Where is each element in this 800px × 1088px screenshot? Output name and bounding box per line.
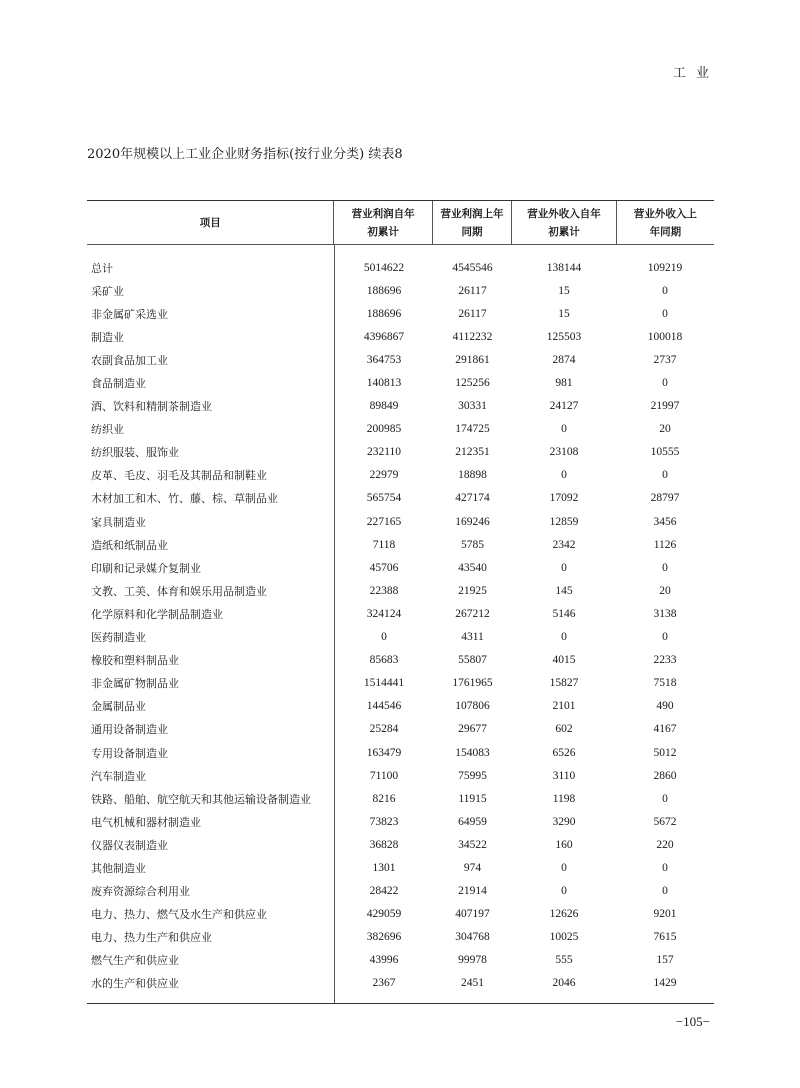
row-item-name: 燃气生产和供应业: [91, 954, 179, 968]
table-row-label: [87, 949, 334, 972]
cell-operating-profit-prior-year: 21914: [458, 885, 487, 898]
row-item-name: 家具制造业: [91, 515, 146, 529]
cell-operating-profit-ytd: 324124: [366, 607, 402, 620]
table-row-label: [87, 441, 334, 464]
table-row: [335, 787, 714, 810]
cell-operating-profit-prior-year: 21925: [458, 584, 487, 597]
table-row: [335, 395, 714, 418]
table-row: [335, 741, 714, 764]
cell-non-operating-income-ytd: 145: [555, 584, 573, 597]
table-row-label: [87, 718, 334, 741]
cell-operating-profit-ytd: 45706: [369, 561, 399, 574]
cell-operating-profit-prior-year: 75995: [458, 769, 487, 782]
row-item-name: 农副食品加工业: [91, 353, 168, 367]
cell-operating-profit-prior-year: 4112232: [452, 330, 493, 343]
table-row-label: [87, 695, 334, 718]
cell-non-operating-income-prior-year: 28797: [650, 492, 680, 505]
cell-non-operating-income-prior-year: 7615: [653, 931, 677, 944]
cell-operating-profit-prior-year: 26117: [458, 284, 487, 297]
table-row-label: [87, 672, 334, 695]
row-item-name: 采矿业: [91, 284, 124, 298]
table-row-label: [87, 787, 334, 810]
table-row-label: [87, 764, 334, 787]
cell-operating-profit-prior-year: 169246: [455, 515, 490, 528]
table-row: [335, 441, 714, 464]
cell-non-operating-income-prior-year: 2860: [653, 769, 677, 782]
table-row: [335, 695, 714, 718]
table-row-label: [87, 533, 334, 556]
table-body: [87, 245, 714, 1003]
row-item-name: 造纸和纸制品业: [91, 538, 168, 552]
table-row: [335, 510, 714, 533]
row-item-name: 电力、热力、燃气及水生产和供应业: [91, 908, 267, 922]
table-row-label: [87, 903, 334, 926]
cell-operating-profit-prior-year: 64959: [458, 815, 487, 828]
cell-operating-profit-ytd: 71100: [369, 769, 399, 782]
cell-non-operating-income-prior-year: 1429: [653, 977, 677, 990]
cell-non-operating-income-ytd: 2874: [552, 353, 576, 366]
table-row: [335, 903, 714, 926]
cell-non-operating-income-prior-year: 0: [662, 861, 668, 874]
column-header-operating-profit-prior-year: 营业利润上年 同期: [433, 201, 513, 244]
table-row: [335, 926, 714, 949]
table-row-label: [87, 972, 334, 995]
cell-operating-profit-prior-year: 291861: [455, 353, 490, 366]
cell-operating-profit-ytd: 25284: [369, 723, 399, 736]
cell-operating-profit-ytd: 382696: [366, 931, 402, 944]
table-row: [335, 325, 714, 348]
cell-operating-profit-ytd: 4396867: [363, 330, 405, 343]
table-row-label: [87, 556, 334, 579]
row-item-name: 印刷和记录媒介复制业: [91, 561, 201, 575]
table-row-label: [87, 810, 334, 833]
cell-operating-profit-ytd: 0: [381, 631, 387, 644]
cell-operating-profit-ytd: 8216: [372, 792, 396, 805]
cell-operating-profit-prior-year: 34522: [458, 838, 487, 851]
cell-operating-profit-prior-year: 407197: [455, 908, 490, 921]
cell-non-operating-income-prior-year: 0: [662, 377, 668, 390]
cell-non-operating-income-prior-year: 1126: [653, 538, 677, 551]
row-item-name: 化学原料和化学制品制造业: [91, 607, 223, 621]
table-row-label: [87, 856, 334, 879]
column-header-non-operating-income-prior-year: 营业外收入上 年同期: [633, 207, 697, 238]
cell-operating-profit-ytd: 163479: [366, 746, 402, 759]
cell-non-operating-income-ytd: 15: [558, 284, 570, 297]
cell-non-operating-income-ytd: 6526: [552, 746, 576, 759]
table-row-label: [87, 418, 334, 441]
table-row-label: [87, 348, 334, 371]
cell-non-operating-income-ytd: 3290: [552, 815, 576, 828]
cell-non-operating-income-ytd: 0: [561, 885, 567, 898]
row-item-name: 废弃资源综合利用业: [91, 885, 190, 899]
cell-non-operating-income-prior-year: 20: [659, 423, 671, 436]
table-row-label: [87, 833, 334, 856]
table-row: [335, 880, 714, 903]
cell-operating-profit-ytd: 22388: [369, 584, 399, 597]
cell-operating-profit-prior-year: 427174: [455, 492, 490, 505]
cell-operating-profit-ytd: 1514441: [363, 677, 405, 690]
cell-non-operating-income-ytd: 0: [561, 561, 567, 574]
row-item-name: 通用设备制造业: [91, 723, 168, 737]
table-row: [335, 672, 714, 695]
running-head: 工 业: [672, 66, 712, 81]
cell-non-operating-income-ytd: 125503: [546, 330, 582, 343]
table-row: [335, 579, 714, 602]
cell-operating-profit-ytd: 7118: [372, 538, 396, 551]
cell-non-operating-income-prior-year: 0: [662, 307, 668, 320]
cell-operating-profit-prior-year: 212351: [455, 446, 490, 459]
cell-non-operating-income-prior-year: 20: [659, 584, 671, 597]
cell-operating-profit-prior-year: 1761965: [452, 677, 493, 690]
cell-operating-profit-prior-year: 125256: [455, 377, 490, 390]
table-row-label: [87, 626, 334, 649]
table-row: [335, 256, 714, 279]
row-item-name: 酒、饮料和精制茶制造业: [91, 400, 212, 414]
table-row: [335, 856, 714, 879]
table-row-label: [87, 880, 334, 903]
row-item-name: 仪器仪表制造业: [91, 838, 168, 852]
cell-operating-profit-ytd: 85683: [369, 654, 399, 667]
table-row-label: [87, 741, 334, 764]
cell-operating-profit-ytd: 22979: [369, 469, 399, 482]
row-item-name: 医药制造业: [91, 631, 146, 645]
row-item-name: 专用设备制造业: [91, 746, 168, 760]
cell-operating-profit-ytd: 188696: [366, 307, 402, 320]
cell-non-operating-income-prior-year: 0: [662, 469, 668, 482]
cell-operating-profit-prior-year: 304768: [455, 931, 490, 944]
cell-non-operating-income-prior-year: 5012: [653, 746, 677, 759]
cell-non-operating-income-prior-year: 2233: [653, 654, 677, 667]
table-row: [335, 348, 714, 371]
table-row: [335, 302, 714, 325]
cell-operating-profit-prior-year: 2451: [461, 977, 484, 990]
cell-operating-profit-prior-year: 4311: [461, 631, 484, 644]
cell-non-operating-income-ytd: 138144: [546, 261, 582, 274]
cell-operating-profit-ytd: 565754: [366, 492, 402, 505]
row-item-name: 文教、工美、体育和娱乐用品制造业: [91, 584, 267, 598]
cell-non-operating-income-ytd: 10025: [549, 931, 579, 944]
cell-non-operating-income-prior-year: 490: [656, 700, 674, 713]
table-row: [335, 626, 714, 649]
cell-non-operating-income-ytd: 12859: [549, 515, 579, 528]
cell-operating-profit-prior-year: 29677: [458, 723, 487, 736]
table-row-label: [87, 279, 334, 302]
cell-non-operating-income-ytd: 23108: [549, 446, 579, 459]
row-item-name: 木材加工和木、竹、藤、棕、草制品业: [91, 492, 278, 506]
table-row-label: [87, 510, 334, 533]
cell-non-operating-income-prior-year: 21997: [650, 400, 680, 413]
cell-non-operating-income-ytd: 2101: [552, 700, 576, 713]
cell-non-operating-income-prior-year: 4167: [653, 723, 677, 736]
row-item-name: 电气机械和器材制造业: [91, 815, 201, 829]
table-row: [335, 371, 714, 394]
cell-non-operating-income-ytd: 15: [558, 307, 570, 320]
row-item-name: 汽车制造业: [91, 769, 146, 783]
cell-operating-profit-prior-year: 267212: [455, 607, 490, 620]
row-item-name: 皮革、毛皮、羽毛及其制品和制鞋业: [91, 469, 267, 483]
cell-operating-profit-prior-year: 974: [463, 861, 482, 874]
cell-non-operating-income-prior-year: 157: [656, 954, 674, 967]
cell-non-operating-income-prior-year: 100018: [647, 330, 683, 343]
cell-non-operating-income-prior-year: 0: [662, 284, 668, 297]
cell-operating-profit-prior-year: 11915: [458, 792, 487, 805]
table-row-label: [87, 302, 334, 325]
table-header: [87, 201, 714, 245]
table-row: [335, 649, 714, 672]
cell-operating-profit-ytd: 188696: [366, 284, 402, 297]
row-item-name: 其他制造业: [91, 861, 146, 875]
table-row: [335, 279, 714, 302]
cell-non-operating-income-ytd: 0: [561, 861, 567, 874]
cell-operating-profit-prior-year: 154083: [455, 746, 490, 759]
table-row: [335, 602, 714, 625]
table-row: [335, 718, 714, 741]
row-item-name: 食品制造业: [91, 377, 146, 391]
table-row: [335, 833, 714, 856]
cell-non-operating-income-ytd: 555: [555, 954, 573, 967]
column-header-non-operating-income-ytd: 营业外收入自年 初累计: [512, 201, 616, 244]
cell-non-operating-income-ytd: 15827: [549, 677, 579, 690]
row-item-name: 纺织业: [91, 423, 124, 437]
cell-non-operating-income-prior-year: 5672: [653, 815, 677, 828]
row-item-name: 金属制品业: [91, 700, 146, 714]
cell-non-operating-income-prior-year: 2737: [653, 353, 677, 366]
cell-non-operating-income-ytd: 981: [555, 377, 573, 390]
table-row: [335, 533, 714, 556]
cell-operating-profit-prior-year: 174725: [455, 423, 490, 436]
row-item-name: 铁路、船舶、航空航天和其他运输设备制造业: [91, 792, 311, 806]
cell-non-operating-income-ytd: 160: [555, 838, 573, 851]
cell-non-operating-income-ytd: 12626: [549, 908, 579, 921]
table-row: [335, 487, 714, 510]
cell-non-operating-income-ytd: 2046: [552, 977, 576, 990]
cell-operating-profit-ytd: 28422: [369, 885, 399, 898]
table-row-label: [87, 325, 334, 348]
cell-operating-profit-ytd: 227165: [366, 515, 402, 528]
cell-non-operating-income-ytd: 2342: [552, 538, 576, 551]
cell-non-operating-income-ytd: 4015: [552, 654, 576, 667]
cell-operating-profit-ytd: 1301: [372, 861, 396, 874]
cell-non-operating-income-prior-year: 220: [656, 838, 674, 851]
row-item-name: 电力、热力生产和供应业: [91, 931, 212, 945]
cell-non-operating-income-ytd: 17092: [549, 492, 579, 505]
cell-non-operating-income-ytd: 3110: [552, 769, 576, 782]
cell-non-operating-income-ytd: 0: [561, 423, 567, 436]
cell-non-operating-income-ytd: 0: [561, 469, 567, 482]
cell-operating-profit-prior-year: 55807: [458, 654, 487, 667]
cell-operating-profit-prior-year: 5785: [461, 538, 484, 551]
values-columns: [335, 245, 714, 1003]
cell-non-operating-income-prior-year: 109219: [647, 261, 683, 274]
row-item-name: 总计: [91, 261, 113, 275]
page-number: −105−: [675, 1014, 710, 1029]
table-row: [335, 810, 714, 833]
cell-operating-profit-ytd: 43996: [369, 954, 399, 967]
row-item-name: 纺织服装、服饰业: [91, 446, 179, 460]
cell-operating-profit-prior-year: 4545546: [452, 261, 493, 274]
cell-operating-profit-ytd: 89849: [369, 400, 399, 413]
cell-operating-profit-prior-year: 30331: [458, 400, 487, 413]
row-item-name: 非金属矿采选业: [91, 307, 168, 321]
table-row-label: [87, 926, 334, 949]
table-row: [335, 418, 714, 441]
cell-non-operating-income-prior-year: 10555: [650, 446, 680, 459]
cell-operating-profit-ytd: 5014622: [363, 261, 405, 274]
cell-operating-profit-prior-year: 99978: [458, 954, 487, 967]
row-item-name: 橡胶和塑料制品业: [91, 654, 179, 668]
cell-non-operating-income-ytd: 5146: [552, 607, 576, 620]
cell-non-operating-income-prior-year: 3138: [653, 607, 677, 620]
item-column: [87, 245, 335, 1003]
cell-non-operating-income-prior-year: 0: [662, 885, 668, 898]
table-row-label: [87, 395, 334, 418]
table-row-label: [87, 487, 334, 510]
financial-indicators-table: [87, 200, 714, 1004]
column-header-item: 项目: [87, 201, 334, 244]
cell-operating-profit-ytd: 144546: [366, 700, 402, 713]
table-row-label: [87, 649, 334, 672]
cell-non-operating-income-prior-year: 0: [662, 792, 668, 805]
cell-non-operating-income-prior-year: 0: [662, 561, 668, 574]
cell-operating-profit-ytd: 200985: [366, 423, 402, 436]
table-row-label: [87, 371, 334, 394]
row-item-name: 制造业: [91, 330, 124, 344]
table-row: [335, 972, 714, 995]
cell-operating-profit-prior-year: 18898: [458, 469, 487, 482]
table-row: [335, 556, 714, 579]
table-row: [335, 949, 714, 972]
table-row: [335, 764, 714, 787]
cell-operating-profit-ytd: 232110: [366, 446, 402, 459]
cell-operating-profit-prior-year: 26117: [458, 307, 487, 320]
cell-operating-profit-ytd: 73823: [369, 815, 399, 828]
table-row-label: [87, 579, 334, 602]
cell-non-operating-income-ytd: 602: [555, 723, 573, 736]
cell-operating-profit-ytd: 429059: [366, 908, 402, 921]
table-row-label: [87, 602, 334, 625]
cell-operating-profit-prior-year: 107806: [455, 700, 490, 713]
cell-operating-profit-prior-year: 43540: [458, 561, 487, 574]
cell-non-operating-income-prior-year: 0: [662, 631, 668, 644]
cell-non-operating-income-prior-year: 9201: [653, 908, 677, 921]
table-title: 2020年规模以上工业企业财务指标(按行业分类) 续表8: [87, 147, 403, 162]
row-item-name: 水的生产和供应业: [91, 977, 179, 991]
table-row-label: [87, 256, 334, 279]
row-item-name: 非金属矿物制品业: [91, 677, 179, 691]
cell-non-operating-income-ytd: 0: [561, 631, 567, 644]
cell-non-operating-income-prior-year: 7518: [653, 677, 677, 690]
cell-operating-profit-ytd: 36828: [369, 838, 399, 851]
column-header-operating-profit-ytd: 营业利润自年 初累计: [334, 201, 432, 244]
table-row-label: [87, 464, 334, 487]
cell-non-operating-income-prior-year: 3456: [653, 515, 677, 528]
cell-operating-profit-ytd: 2367: [372, 977, 396, 990]
cell-non-operating-income-ytd: 24127: [549, 400, 579, 413]
cell-operating-profit-ytd: 364753: [366, 353, 402, 366]
table-row: [335, 464, 714, 487]
cell-operating-profit-ytd: 140813: [366, 377, 402, 390]
cell-non-operating-income-ytd: 1198: [552, 792, 576, 805]
